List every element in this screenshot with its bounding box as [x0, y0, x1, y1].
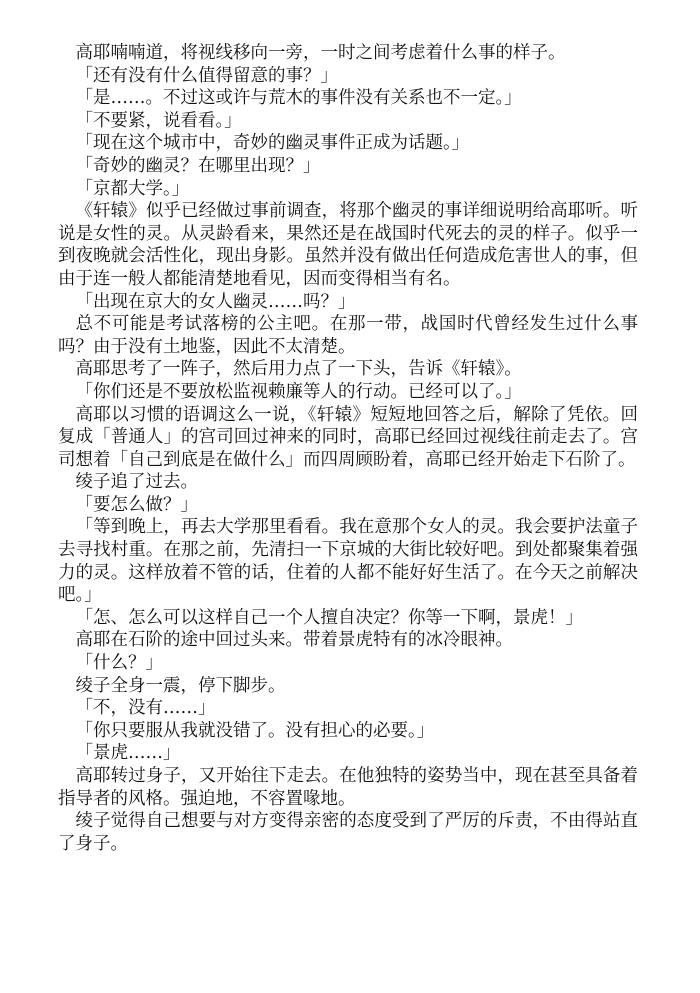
paragraph: 「怎、怎么可以这样自己一个人擅自决定？你等一下啊，景虎！」 [75, 607, 583, 628]
paragraph: 高耶以习惯的语调这么一说，《轩辕》短短地回答之后，解除了凭依。回复成「普通人」的宫司回过神来的同时，高耶已经回过视线往前走去了。宫司想着「自己到底是在做什么」而四周顾盼着，高耶已经开始走下石阶了。 [58, 404, 638, 470]
paragraph: 高耶在石阶的途中回过头来。带着景虎特有的冰冷眼神。 [75, 630, 513, 651]
paragraph: 《轩辕》似乎已经做过事前调查，将那个幽灵的事详细说明给高耶听。听说是女性的灵。从灵龄看来，果然还是在战国时代死去的灵的样子。似乎一到夜晚就会活性化，现出身影。虽然并没有做出任何造成危害世人的事，但由于连一般人都能清楚地看见，因而变得相当有名。 [58, 201, 638, 289]
paragraph: 绫子觉得自己想要与对方变得亲密的态度受到了严厉的斥责，不由得站直了身子。 [58, 811, 638, 854]
paragraph: 「奇妙的幽灵？在哪里出现？」 [75, 155, 321, 176]
paragraph: 「等到晚上，再去大学那里看看。我在意那个女人的灵。我会要护法童子去寻找村重。在那之前，先清扫一下京城的大街比较好吧。到处都聚集着强力的灵。这样放着不管的话，住着的人都不能好好生活了。在今天之前解决吧。」 [58, 517, 638, 606]
paragraph: 高耶喃喃道，将视线移向一旁，一时之间考虑着什么事的样子。 [75, 43, 566, 63]
paragraph: 绫子追了过去。 [75, 472, 198, 493]
paragraph: 「出现在京大的女人幽灵……吗？」 [75, 291, 356, 312]
page-body [58, 42, 638, 855]
paragraph: 高耶转过身子，又开始往下走去。在他独特的姿势当中，现在甚至具备着指导者的风格。强迫地，不容置喙地。 [58, 766, 638, 809]
paragraph: 「京都大学。」 [75, 178, 190, 199]
paragraph: 「现在这个城市中，奇妙的幽灵事件正成为话题。」 [75, 133, 470, 154]
paragraph: 「你只要服从我就没错了。没有担心的必要。」 [75, 720, 435, 741]
paragraph: 「你们还是不要放松监视赖廉等人的行动。已经可以了。」 [75, 381, 522, 402]
paragraph: 「不要紧，说看看。」 [75, 110, 242, 131]
paragraph: 总不可能是考试落榜的公主吧。在那一带，战国时代曾经发生过什么事吗？由于没有土地鉴，因此不太清楚。 [58, 314, 638, 357]
paragraph: 高耶思考了一阵子，然后用力点了一下头，告诉《轩辕》。 [75, 359, 522, 380]
paragraph: 「什么？」 [75, 653, 163, 674]
paragraph: 「景虎……」 [75, 743, 181, 764]
paragraph: 「要怎么做？」 [75, 494, 198, 515]
paragraph: 「还有没有什么值得留意的事？」 [75, 65, 338, 86]
paragraph: 绫子全身一震，停下脚步。 [75, 675, 286, 696]
paragraph: 「不，没有……」 [75, 698, 216, 719]
paragraph: 「是……。不过这或许与荒木的事件没有关系也不一定。」 [75, 88, 522, 109]
